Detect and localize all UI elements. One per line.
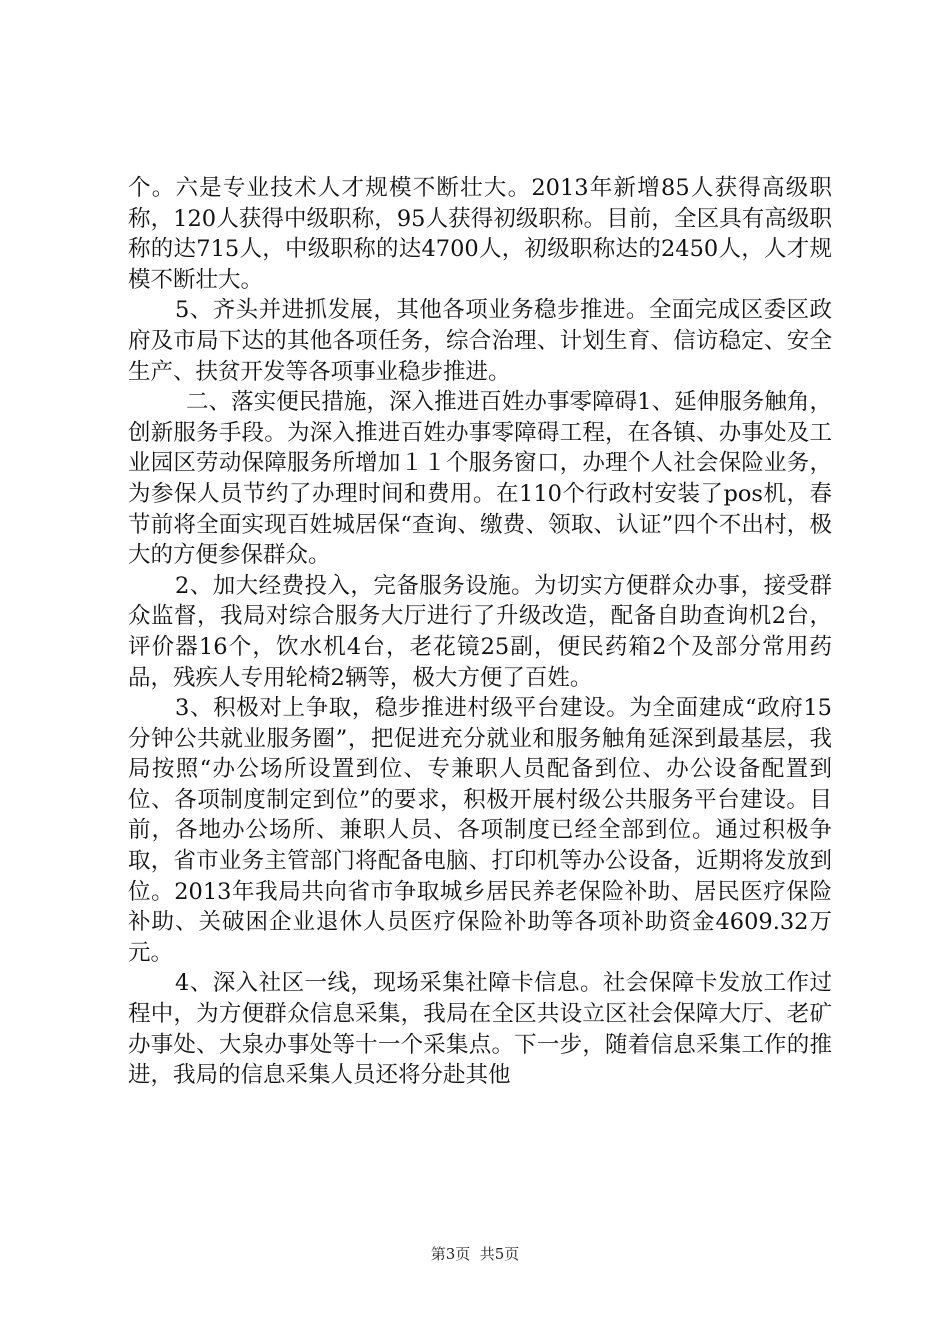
paragraph-item-4: 4、深入社区一线，现场采集社障卡信息。社会保障卡发放工作过程中，为方便群众信息采集，我局在全区共设立区社会保障大厅、老矿办事处、大泉办事处等十一个采集点。下一步，随着信息采集工作的推进，我局的信息采集人员还将分赴其他 <box>128 970 832 1089</box>
document-body <box>128 173 832 1091</box>
page-footer: 第3页 共5页 <box>430 1245 520 1263</box>
paragraph-section-two: 二、落实便民措施，深入推进百姓办事零障碍1、延伸服务触角，创新服务手段。为深入推进百姓办事零障碍工程，在各镇、办事处及工业园区劳动保障服务所增加１１个服务窗口，办理个人社会保险业务，为参保人员节约了办理时间和费用。在110个行政村安装了pos机，春节前将全面实现百姓城居保“查询、缴费、领取、认证”四个不出村，极大的方便参保群众。 <box>128 389 832 569</box>
paragraph-item-3: 3、积极对上争取，稳步推进村级平台建设。为全面建成“政府15分钟公共就业服务圈”，把促进充分就业和服务触角延深到最基层，我局按照“办公场所设置到位、专兼职人员配备到位、办公设备配置到位、各项制度制定到位”的要求，积极开展村级公共服务平台建设。目前，各地办公场所、兼职人员、各项制度已经全部到位。通过积极争取，省市业务主管部门将配备电脑、打印机等办公设备，近期将发放到位。2013年我局共向省市争取城乡居民养老保险补助、居民医疗保险补助、关破困企业退休人员医疗保险补助等各项补助资金4609.32万元。 <box>128 695 832 966</box>
paragraph-section-5: 5、齐头并进抓发展，其他各项业务稳步推进。全面完成区委区政府及市局下达的其他各项任务，综合治理、计划生育、信访稳定、安全生产、扶贫开发等各项事业稳步推进。 <box>128 297 832 385</box>
paragraph-item-2: 2、加大经费投入，完备服务设施。为切实方便群众办事，接受群众监督，我局对综合服务大厅进行了升级改造，配备自助查询机2台，评价器16个，饮水机4台，老花镜25副，便民药箱2个及部分常用药品，残疾人专用轮椅2辆等，极大方便了百姓。 <box>128 572 832 691</box>
paragraph-talent-scale: 个。六是专业技术人才规模不断壮大。2013年新增85人获得高级职称，120人获得中级职称，95人获得初级职称。目前，全区具有高级职称的达715人，中级职称的达4700人，初级职称达的2450人，人才规模不断壮大。 <box>128 175 832 293</box>
